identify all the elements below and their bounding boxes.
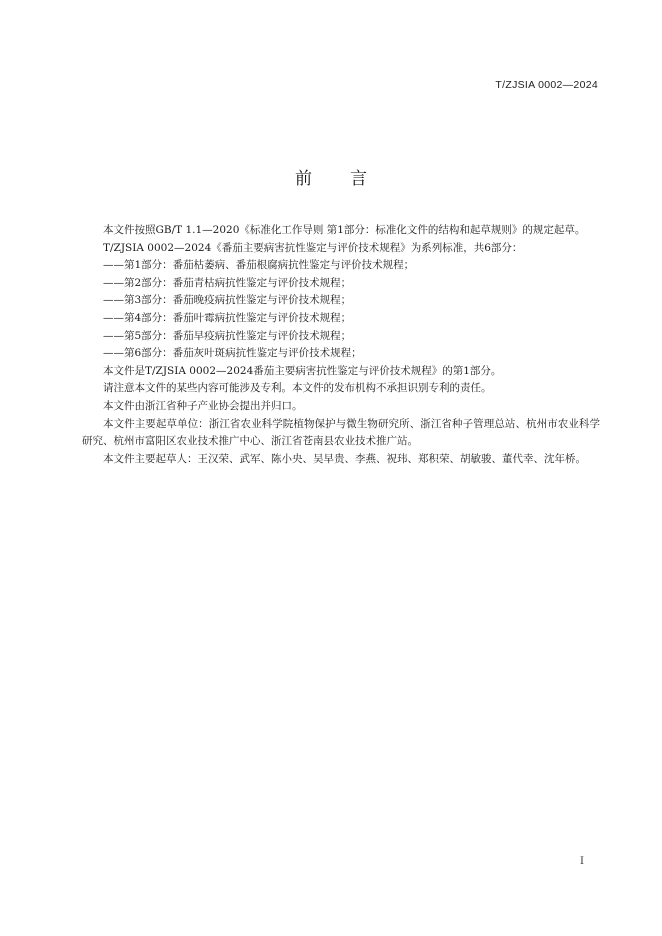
document-code: T/ZJSIA 0002—2024 [495, 79, 598, 91]
list-item-part-4: ——第4部分：番茄叶霉病抗性鉴定与评价技术规程； [103, 311, 352, 324]
paragraph-drafting-units: 本文件主要起草单位：浙江省农业科学院植物保护与微生物研究所、浙江省种子管理总站、杭州市农业科学研究、杭州市富阳区农业技术推广中心、浙江省苍南县农业技术推广站。 [82, 417, 600, 448]
paragraph-drafting-rules: 本文件按照GB/T 1.1—2020《标准化工作导则 第1部分：标准化文件的结构和起草规则》的规定起草。 [103, 224, 586, 236]
paragraph-part-statement: 本文件是T/ZJSIA 0002—2024番茄主要病害抗性鉴定与评价技术规程》的第1部分。 [103, 364, 502, 377]
paragraph-patent-notice: 请注意本文件的某些内容可能涉及专利。本文件的发布机构不承担识别专利的责任。 [103, 382, 492, 395]
list-item-part-3: ——第3部分：番茄晚疫病抗性鉴定与评价技术规程； [103, 294, 352, 307]
paragraph-proposer: 本文件由浙江省种子产业协会提出并归口。 [103, 399, 303, 412]
list-item-part-6: ——第6部分：番茄灰叶斑病抗性鉴定与评价技术规程； [103, 347, 362, 360]
foreword-body [82, 222, 600, 468]
list-item-part-2: ——第2部分：番茄青枯病抗性鉴定与评价技术规程； [103, 276, 352, 289]
paragraph-drafters: 本文件主要起草人：王汉荣、武军、陈小央、吴早贵、李燕、祝玮、郑积荣、胡敏骏、董代幸、沈年桥。 [103, 452, 586, 465]
list-item-part-5: ——第5部分：番茄早疫病抗性鉴定与评价技术规程； [103, 329, 352, 342]
paragraph-series-intro: T/ZJSIA 0002—2024《番茄主要病害抗性鉴定与评价技术规程》为系列标准，共6部分： [103, 241, 523, 254]
page-title: 前言 [295, 169, 405, 189]
list-item-part-1: ——第1部分：番茄枯萎病、番茄根腐病抗性鉴定与评价技术规程； [103, 259, 415, 272]
page-number: I [580, 856, 584, 867]
